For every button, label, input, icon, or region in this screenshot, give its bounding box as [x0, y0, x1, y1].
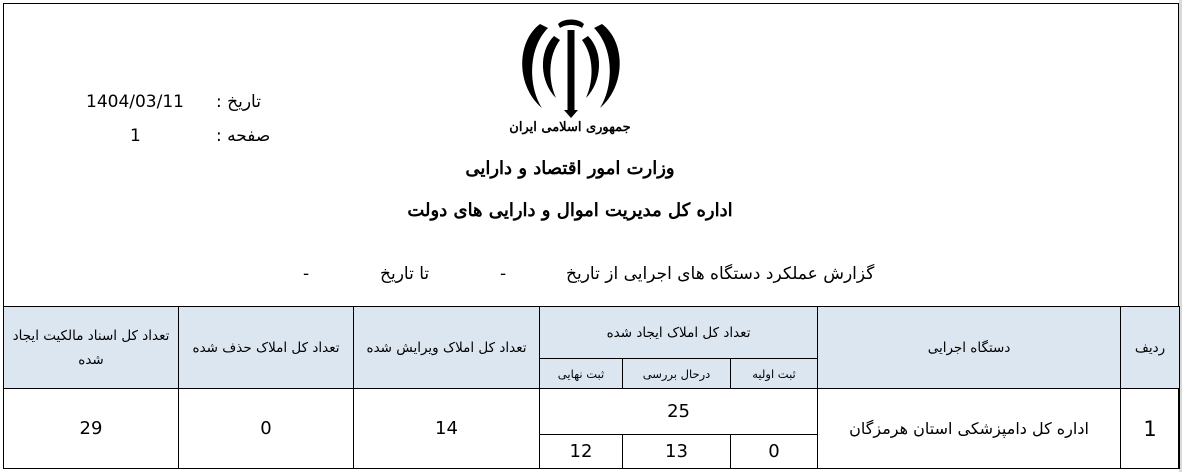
header-created-initial: ثبت اولیه: [731, 359, 818, 389]
header-created-review: درحال بررسی: [623, 359, 731, 389]
date-value: 1404/03/11: [86, 92, 184, 112]
header-created-group: تعداد کل املاک ایجاد شده: [540, 307, 818, 359]
cell-agency: اداره کل دامپزشکی استان هرمزگان: [818, 389, 1121, 469]
cell-deeds: 29: [4, 389, 179, 469]
report-to-value: -: [303, 264, 310, 284]
emblem-icon: [512, 12, 630, 118]
header-row-number: ردیف: [1121, 307, 1180, 389]
header-agency: دستگاه اجرایی: [818, 307, 1121, 389]
header-row: [4, 307, 1180, 359]
emblem-caption: جمهوری اسلامی ایران: [509, 120, 631, 135]
report-from-value: -: [500, 264, 507, 284]
page-label: صفحه :: [216, 126, 271, 146]
report-title: گزارش عملکرد دستگاه های اجرایی از تاریخ: [566, 264, 875, 284]
cell-edited: 14: [354, 389, 540, 469]
cell-row-number: 1: [1121, 389, 1180, 469]
report-to-label: تا تاریخ: [380, 264, 430, 284]
report-table: [3, 306, 1180, 469]
department-name: اداره کل مدیریت اموال و دارایی های دولت: [407, 200, 733, 221]
date-label: تاریخ :: [216, 92, 261, 112]
header-deleted: تعداد کل املاک حذف شده: [179, 307, 354, 389]
header-deeds: تعداد کل اسناد مالکیت ایجاد شده: [4, 307, 179, 389]
cell-created-final: 12: [540, 435, 623, 469]
page-value: 1: [130, 126, 141, 146]
table-row: [4, 389, 1180, 435]
cell-created-initial: 0: [731, 435, 818, 469]
ministry-name: وزارت امور اقتصاد و دارایی: [465, 158, 675, 179]
header-created-final: ثبت نهایی: [540, 359, 623, 389]
cell-created-review: 13: [623, 435, 731, 469]
cell-created-total: 25: [540, 389, 818, 435]
cell-deleted: 0: [179, 389, 354, 469]
header-edited: تعداد کل املاک ویرایش شده: [354, 307, 540, 389]
